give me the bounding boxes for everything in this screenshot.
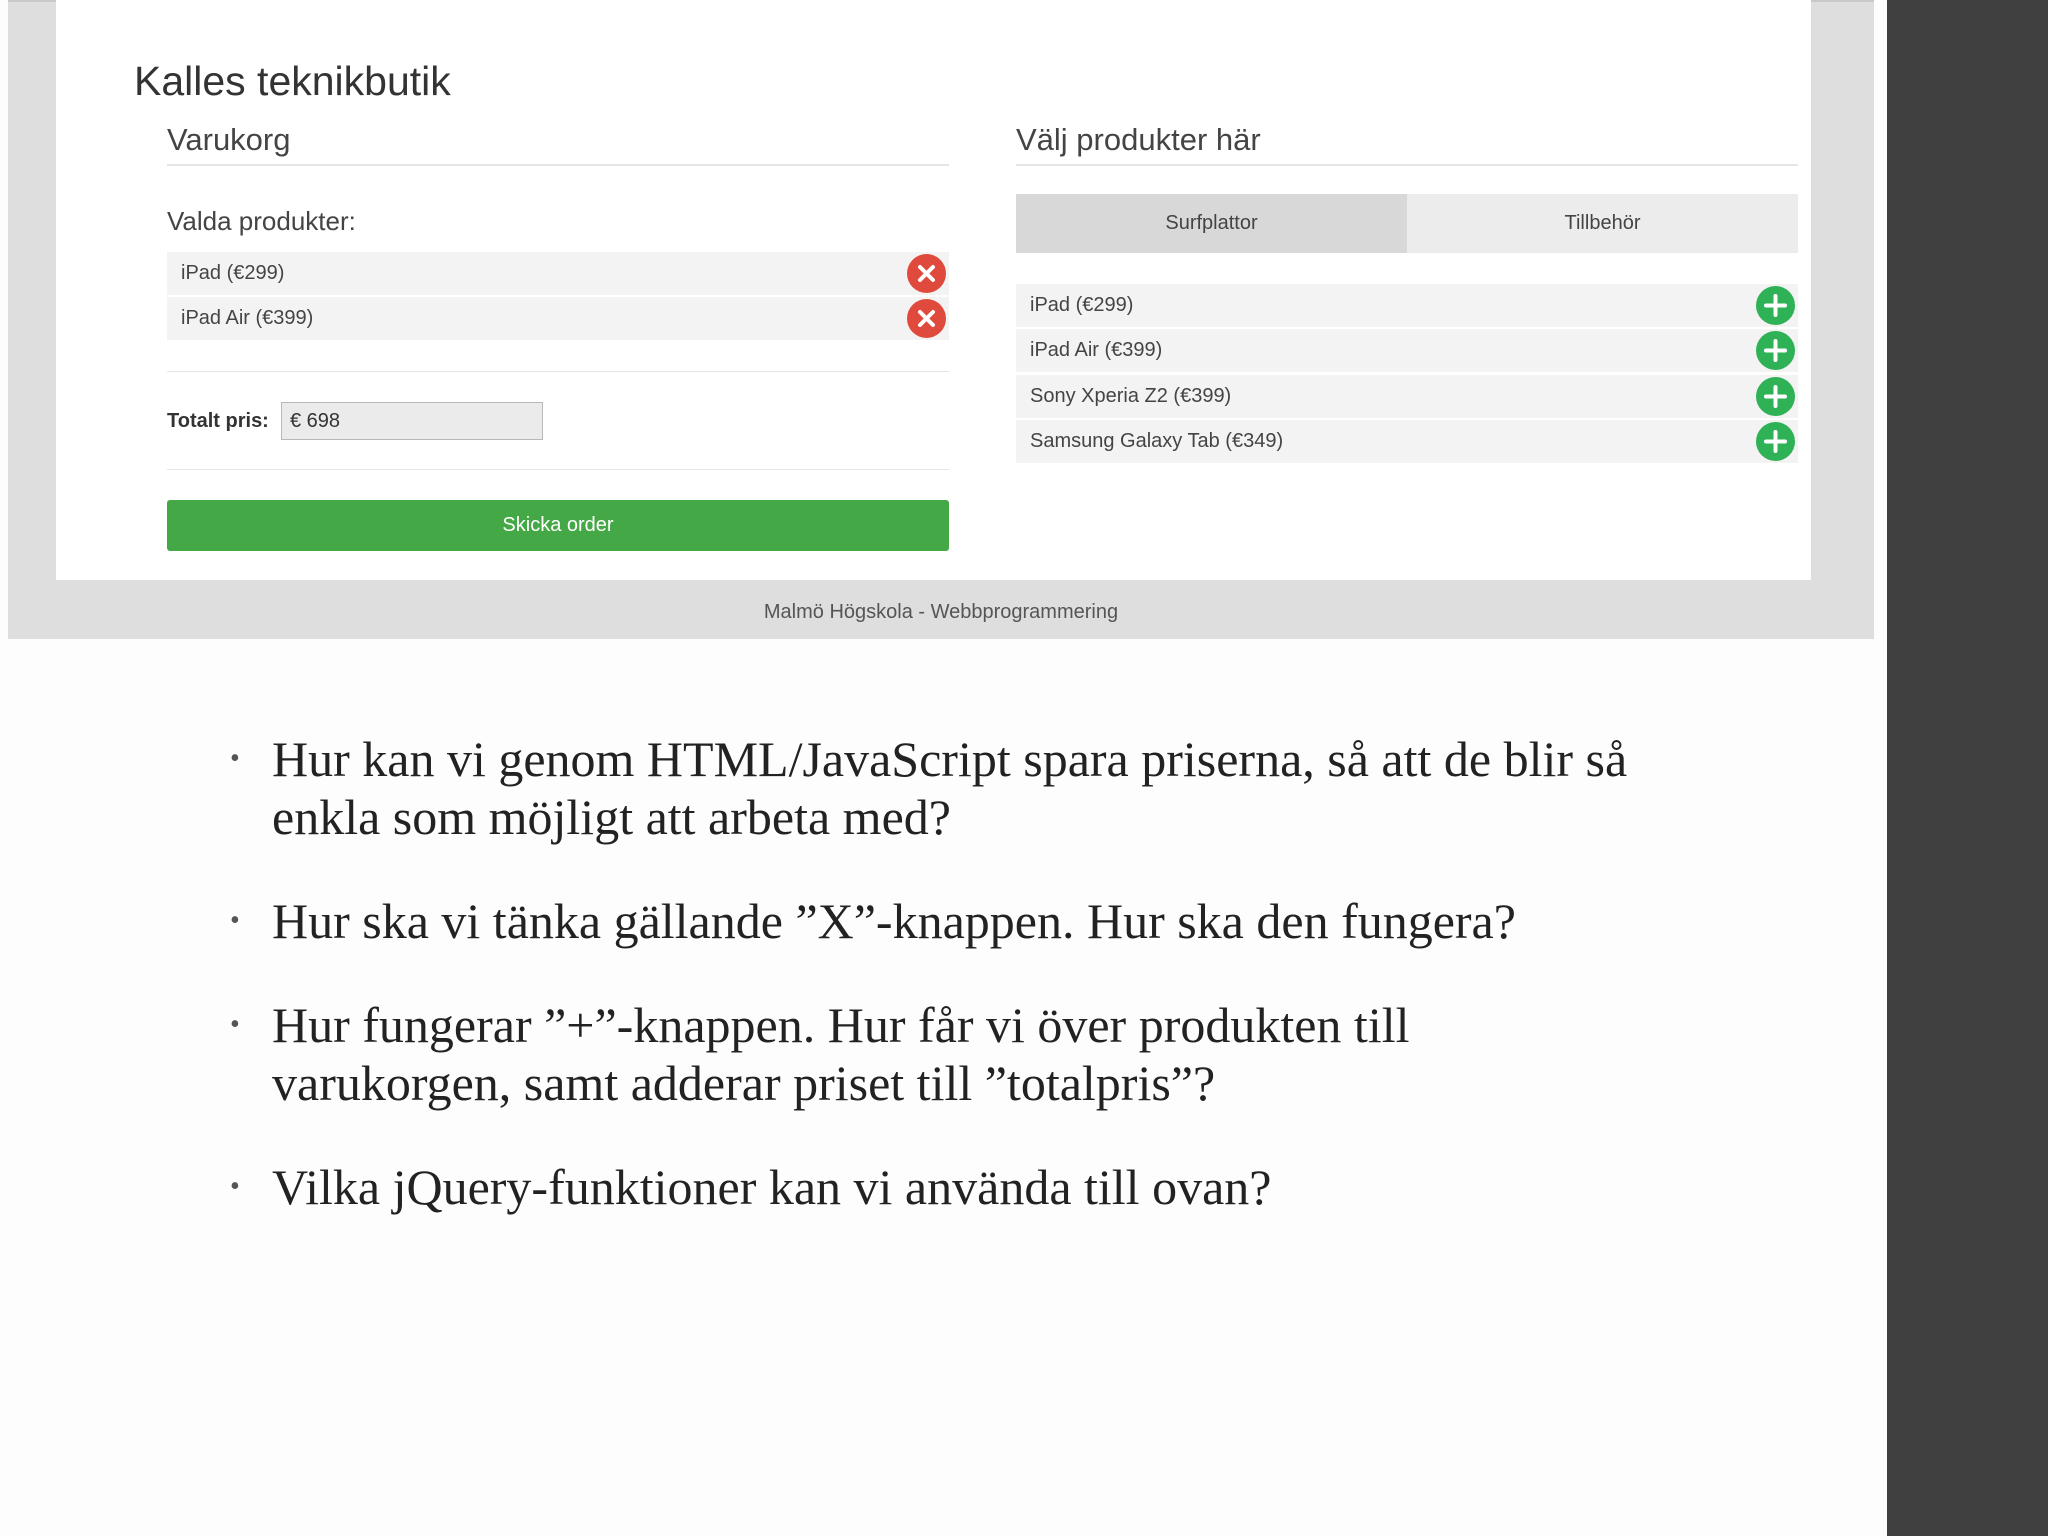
total-price-label: Totalt pris: <box>167 410 269 432</box>
embedded-app-screenshot <box>8 0 1874 639</box>
close-icon <box>907 254 946 293</box>
product-item <box>1016 329 1798 372</box>
products-heading-rule <box>1016 164 1798 166</box>
cart-heading: Varukorg <box>167 122 291 157</box>
product-item <box>1016 375 1798 418</box>
bullet-item <box>230 996 1650 1112</box>
selected-products-label: Valda produkter: <box>167 206 356 236</box>
cart-heading-rule <box>167 164 949 166</box>
send-order-button[interactable]: Skicka order <box>167 500 949 551</box>
add-product-button[interactable] <box>1756 377 1795 416</box>
remove-item-button[interactable] <box>907 299 946 338</box>
bullet-item <box>230 730 1650 846</box>
plus-icon <box>1756 331 1795 370</box>
product-item-label: iPad (€299) <box>1030 294 1134 316</box>
tab-tillbehor[interactable]: Tillbehör <box>1564 212 1641 234</box>
slide-bullet-list <box>230 730 1650 1262</box>
category-tabs <box>1016 194 1798 253</box>
product-item-label: Sony Xperia Z2 (€399) <box>1030 385 1232 407</box>
app-title: Kalles teknikbutik <box>134 58 451 104</box>
close-icon <box>907 299 946 338</box>
product-item <box>1016 284 1798 327</box>
tab-surfplattor[interactable]: Surfplattor <box>1016 194 1407 253</box>
bullet-dot-icon: • <box>230 1171 240 1202</box>
plus-icon <box>1756 286 1795 325</box>
bullet-item <box>230 892 1650 950</box>
bullet-dot-icon: • <box>230 905 240 936</box>
bullet-item <box>230 1158 1650 1216</box>
plus-icon <box>1756 377 1795 416</box>
add-product-button[interactable] <box>1756 422 1795 461</box>
product-item-label: iPad Air (€399) <box>1030 339 1163 361</box>
bullet-dot-icon: • <box>230 743 240 774</box>
products-heading: Välj produkter här <box>1016 122 1261 157</box>
remove-item-button[interactable] <box>907 254 946 293</box>
cart-item <box>167 252 949 295</box>
slide-side-bar <box>1887 0 2048 1536</box>
total-divider-bottom <box>167 469 949 470</box>
add-product-button[interactable] <box>1756 286 1795 325</box>
product-item-label: Samsung Galaxy Tab (€349) <box>1030 430 1284 452</box>
bullet-text: Hur fungerar ”+”-knappen. Hur får vi över produkten till varukorgen, samt adderar priset till ”totalpris”? <box>272 997 1410 1111</box>
cart-item-label: iPad (€299) <box>181 262 285 284</box>
total-price-field[interactable] <box>281 402 543 440</box>
product-item <box>1016 420 1798 463</box>
app-panel <box>56 0 1811 580</box>
plus-icon <box>1756 422 1795 461</box>
app-footer: Malmö Högskola - Webbprogrammering <box>763 601 1119 623</box>
bullet-text: Hur kan vi genom HTML/JavaScript spara priserna, så att de blir så enkla som möjligt att arbeta med? <box>272 731 1628 845</box>
bullet-dot-icon: • <box>230 1009 240 1040</box>
add-product-button[interactable] <box>1756 331 1795 370</box>
cart-item <box>167 297 949 340</box>
total-divider-top <box>167 371 949 372</box>
cart-item-label: iPad Air (€399) <box>181 307 314 329</box>
bullet-text: Hur ska vi tänka gällande ”X”-knappen. Hur ska den fungera? <box>272 893 1516 949</box>
bullet-text: Vilka jQuery-funktioner kan vi använda till ovan? <box>272 1159 1272 1215</box>
